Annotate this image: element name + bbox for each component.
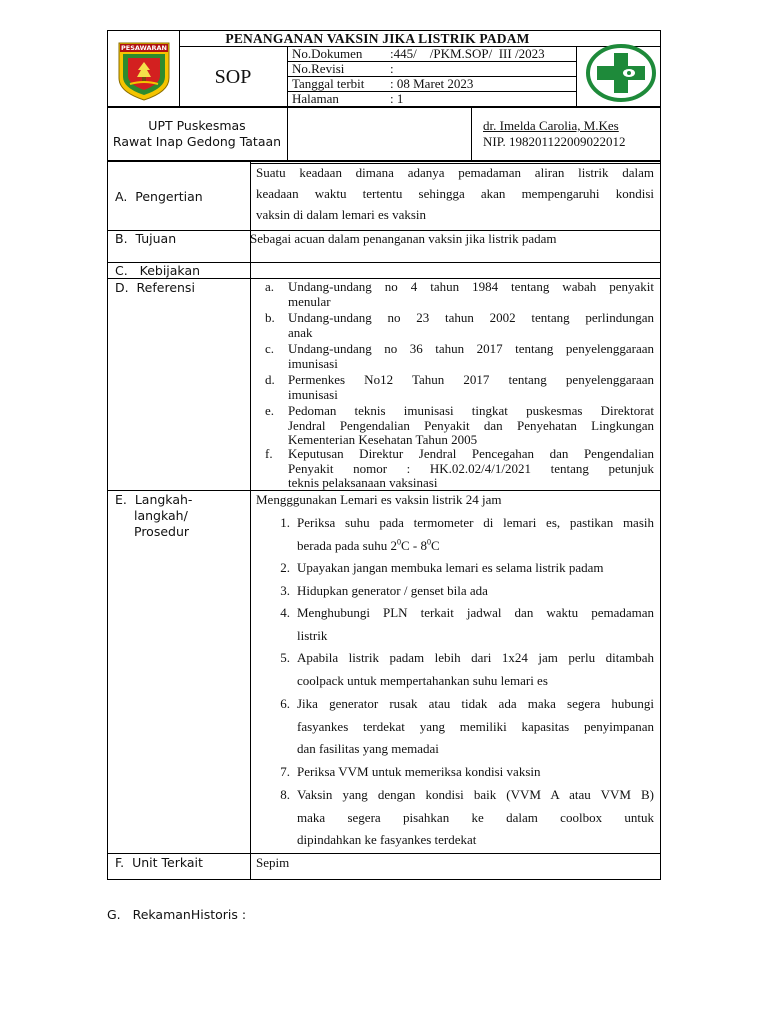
prosedur-intro: Mengggunakan Lemari es vaksin listrik 24 jam [256,492,502,507]
step-number: 7. [280,764,290,779]
sop-label: SOP [214,66,252,88]
step-number: 3. [280,583,290,598]
step-1-degree-2: 0 [427,537,431,547]
ref-line: Kementerian Kesehatan Tahun 2005 [288,432,478,448]
label-prosedur-2: langkah/ [134,508,188,523]
ref-marker: a. [265,279,275,294]
step-line: coolpack untuk mempertahankan suhu lemari es [297,672,548,688]
step-1-text-b: C - 8 [401,538,427,553]
label-kebijakan: C. Kebijakan [115,263,201,278]
ref-marker: b. [265,310,275,325]
org-name-line1: UPT Puskesmas [148,118,246,133]
pengertian-line-2: keadaan waktu tertentu sehingga akan mempengaruhi kondisi [256,186,654,201]
step-1-line-1: Periksa suhu pada termometer di lemari es, pastikan masih [297,515,654,530]
ref-line: Keputusan Direktur Jendral Pencegahan dan Pengendalian [288,446,654,461]
ref-line: Pedoman teknis imunisasi tingkat puskesmas Direktorat [288,403,654,418]
ref-line: Undang-undang no 4 tahun 1984 tentang wabah penyakit [288,279,654,294]
ref-marker: d. [265,372,275,387]
step-1-text-c: C [431,538,440,553]
pengertian-line-1: Suatu keadaan dimana adanya pemadaman aliran listrik dalam [256,165,654,180]
step-number: 4. [280,605,290,620]
ref-marker: e. [265,403,275,418]
step-line: Menghubungi PLN terkait jadwal dan waktu pemadaman [297,605,654,620]
label-prosedur-1: E. Langkah- [115,492,193,507]
ref-line: imunisasi [288,355,338,371]
step-1-degree-1: 0 [397,537,401,547]
rekaman-historis: G. RekamanHistoris : [107,907,247,922]
info-label-halaman: Halaman [292,91,339,106]
unit-terkait-text: Sepim [256,855,290,870]
label-tujuan: B. Tujuan [115,231,177,246]
org-name-line2: Rawat Inap Gedong Tataan [112,134,282,149]
ref-line: Penyakit nomor : HK.02.02/4/1/2021 tentang petunjuk [288,460,654,476]
info-label-no-revisi: No.Revisi [292,61,345,76]
ref-marker: c. [265,341,275,356]
info-value-halaman: : 1 [390,91,404,106]
puskesmas-logo [586,44,656,102]
ref-line: Undang-undang no 23 tahun 2002 tentang perlindungan [288,310,654,325]
step-line: Hidupkan generator / genset bila ada [297,583,488,598]
ref-line: menular [288,293,331,309]
step-line: listrik [297,627,328,643]
step-number: 6. [280,696,290,711]
ref-line: teknis pelaksanaan vaksinasi [288,475,438,491]
step-line: fasyankes terdekat yang memiliki kapasitas penyimpanan [297,718,654,734]
step-number: 8. [280,787,290,802]
ref-line: anak [288,324,313,340]
step-1-line-2 [297,538,654,553]
step-number: 5. [280,650,290,665]
step-1-number: 1. [280,515,290,530]
tujuan-text: Sebagai acuan dalam penanganan vaksin jika listrik padam [250,231,557,246]
ref-line: Jendral Pengendalian Penyakit dan Penyehatan Lingkungan [288,417,654,433]
logo-text: PESAWARAN [120,44,167,52]
label-unit-terkait: F. Unit Terkait [115,855,203,870]
pengertian-line-3: vaksin di dalam lemari es vaksin [256,207,427,222]
info-label-no-dokumen: No.Dokumen [292,46,363,61]
info-value-tanggal: : 08 Maret 2023 [390,76,474,91]
step-line: Vaksin yang dengan kondisi baik (VVM A atau VVM B) [297,787,654,802]
info-value-no-revisi: : [390,61,394,76]
document-title: PENANGANAN VAKSIN JIKA LISTRIK PADAM [225,31,530,46]
step-line: dipindahkan ke fasyankes terdekat [297,832,477,848]
step-line: Upayakan jangan membuka lemari es selama listrik padam [297,560,604,575]
ref-line: Permenkes No12 Tahun 2017 tentang penyelenggaraan [288,372,654,387]
info-value-no-dokumen: :445/ /PKM.SOP/ III /2023 [390,46,545,61]
step-line: Apabila listrik padam lebih dari 1x24 jam perlu ditambah [297,650,654,665]
label-pengertian: A. Pengertian [115,189,203,204]
ref-line: Undang-undang no 36 tahun 2017 tentang penyelenggaraan [288,341,654,356]
green-cross-icon [586,44,656,102]
signer-nip: NIP. 198201122009022012 [483,134,626,149]
step-line: Periksa VVM untuk memeriksa kondisi vaksin [297,764,541,779]
label-prosedur-3: Prosedur [134,524,190,539]
info-label-tanggal: Tanggal terbit [292,76,365,91]
step-line: Jika generator rusak atau tidak ada maka segera hubungi [297,696,654,711]
pesawaran-logo [116,40,172,102]
signer-name: dr. Imelda Carolia, M.Kes [483,118,619,133]
step-line: maka segera pisahkan ke dalam coolbox untuk [297,809,654,825]
step-1-text-a: berada pada suhu 2 [297,538,397,553]
step-number: 2. [280,560,290,575]
step-line: dan fasilitas yang memadai [297,741,439,757]
ref-line: imunisasi [288,386,338,402]
label-referensi: D. Referensi [115,280,195,295]
ref-marker: f. [265,446,273,461]
